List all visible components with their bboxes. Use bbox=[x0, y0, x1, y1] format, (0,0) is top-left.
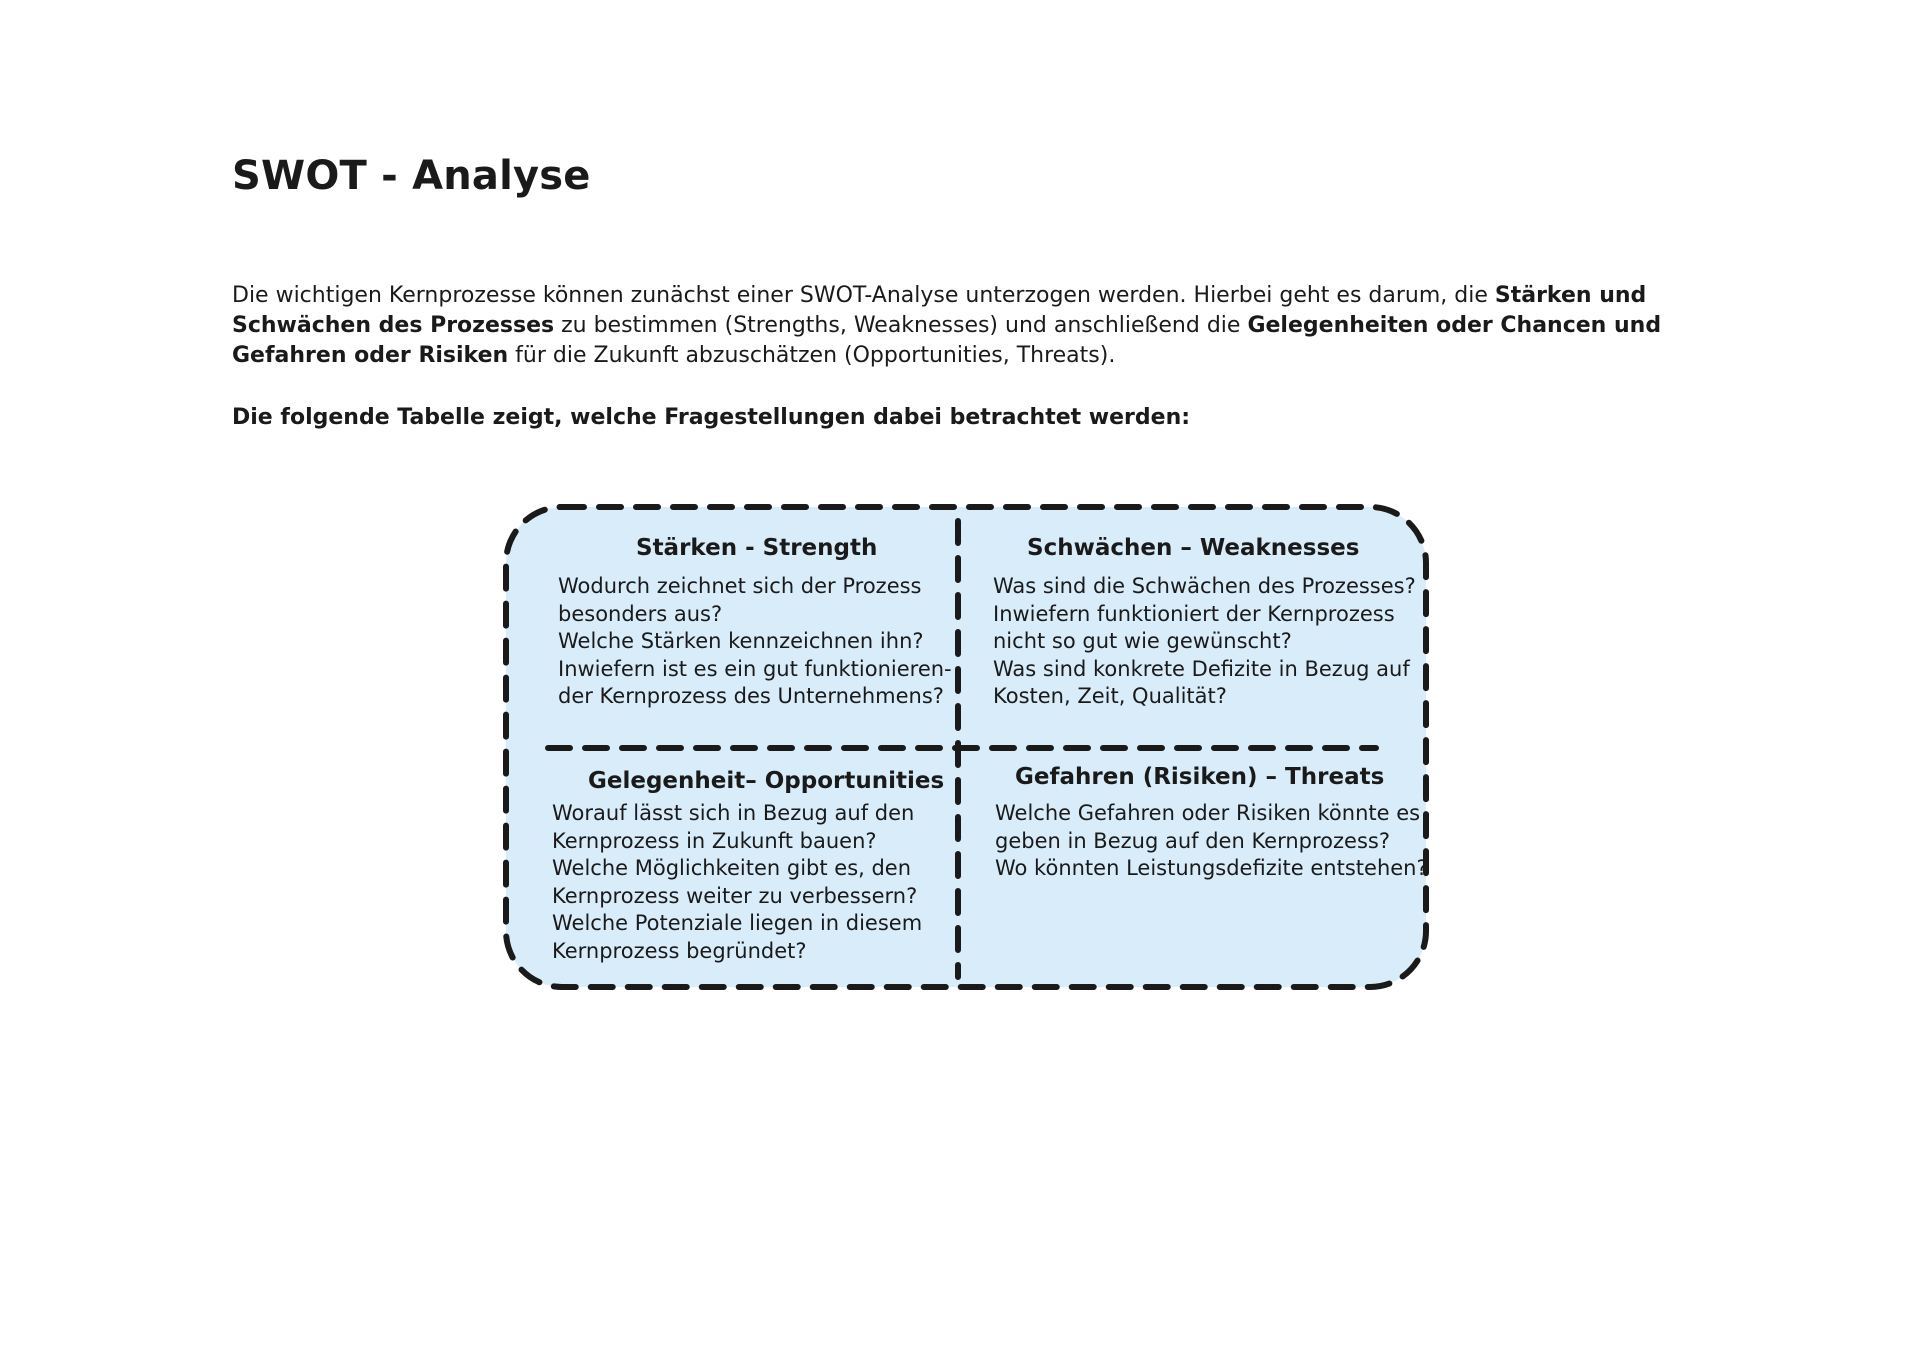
opportunities-text: Worauf lässt sich in Bezug auf den Kernprozess in Zukunft bauen? Welche Möglichkeiten gibt es, den Kernprozess weiter zu verbessern? Welche Potenziale liegen in diesem Kernprozess begründet? bbox=[552, 801, 923, 963]
weaknesses-heading: Schwächen – Weaknesses bbox=[1027, 535, 1360, 561]
table-lead-text: Die folgende Tabelle zeigt, welche Fragestellungen dabei betrachtet werden: bbox=[232, 405, 1191, 430]
swot-strengths-cell bbox=[558, 533, 952, 711]
intro-text-3: für die Zukunft abzuschätzen (Opportunities, Threats). bbox=[508, 343, 1116, 368]
threats-text: Welche Gefahren oder Risiken könnte es geben in Bezug auf den Kernprozess? Wo könnten Leistungsdefizite entstehen? bbox=[995, 801, 1428, 880]
weaknesses-text: Was sind die Schwächen des Prozesses? Inwiefern funktioniert der Kernprozess nicht so gut wie gewünscht? Was sind konkrete Defizite in Bezug auf Kosten, Zeit, Qualität? bbox=[993, 574, 1416, 708]
intro-text-2: zu bestimmen (Strengths, Weaknesses) und anschließend die bbox=[554, 313, 1248, 338]
strengths-heading: Stärken - Strength bbox=[636, 535, 878, 561]
page-title: SWOT - Analyse bbox=[232, 153, 591, 199]
intro-bold-strengths-weaknesses: Stärken und Schwächen des Prozesses bbox=[232, 283, 1647, 338]
opportunities-heading: Gelegenheit– Opportunities bbox=[588, 768, 945, 794]
swot-weaknesses-cell bbox=[993, 533, 1416, 711]
swot-table bbox=[500, 503, 1432, 991]
swot-opportunities-cell bbox=[552, 766, 944, 965]
threats-heading: Gefahren (Risiken) – Threats bbox=[1015, 764, 1385, 790]
intro-paragraph bbox=[232, 281, 1772, 371]
strengths-text: Wodurch zeichnet sich der Prozess besonders aus? Welche Stärken kennzeichnen ihn? Inwiefern ist es ein gut funktionieren- der Kernprozess des Unternehmens? bbox=[558, 574, 952, 708]
intro-bold-opportunities-threats: Gelegenheiten oder Chancen und Gefahren oder Risiken bbox=[232, 313, 1662, 368]
swot-threats-cell bbox=[995, 762, 1428, 883]
intro-text-1: Die wichtigen Kernprozesse können zunächst einer SWOT-Analyse unterzogen werden. Hierbei geht es darum, die bbox=[232, 283, 1495, 308]
